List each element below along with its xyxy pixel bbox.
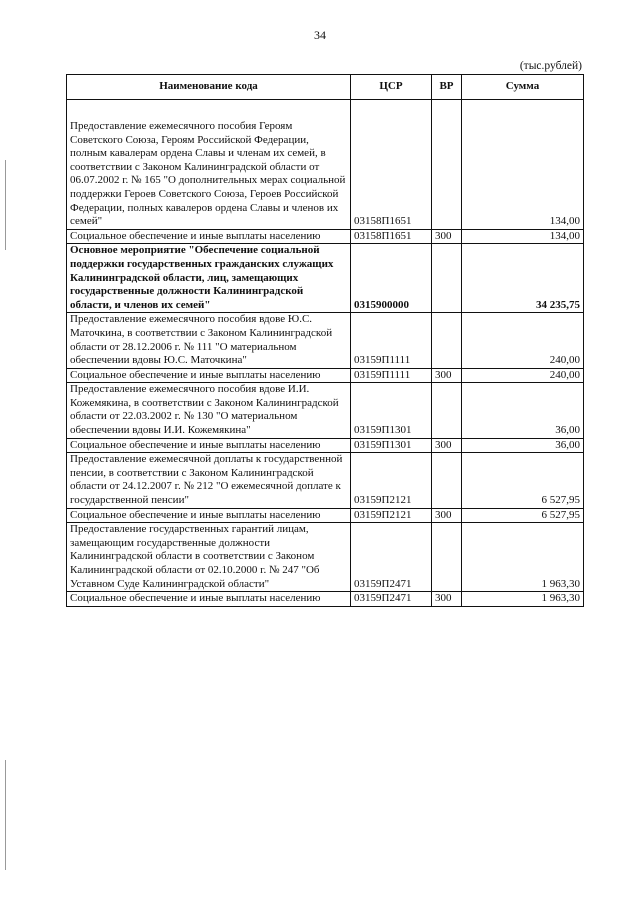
cell-name: Основное мероприятие "Обеспечение социальной поддержки государственных гражданских служащих Калининградской области, лиц, замещающих государственные должности Калининградской области, и членов их семей" [67,244,351,313]
cell-csr: 03158П1651 [351,229,432,244]
table-row [67,383,584,438]
spacer-cell [432,100,462,121]
cell-sum: 36,00 [462,438,584,453]
table-row [67,453,584,508]
table-row [67,592,584,607]
cell-csr: 03159П1111 [351,368,432,383]
cell-vr: 300 [432,508,462,523]
cell-vr [432,244,462,313]
cell-sum: 134,00 [462,120,584,229]
table-row [67,120,584,229]
cell-sum: 134,00 [462,229,584,244]
cell-vr [432,523,462,592]
cell-csr: 03159П2471 [351,592,432,607]
cell-sum: 240,00 [462,313,584,368]
cell-csr: 03158П1651 [351,120,432,229]
header-vr: ВР [432,75,462,100]
cell-name: Предоставление ежемесячного пособия вдове И.И. Кожемякина, в соответствии с Законом Калининградской области от 22.03.2002 г. № 130 "О материальном обеспечении вдовы И.И. Кожемякина" [67,383,351,438]
cell-name: Предоставление ежемесячной доплаты к государственной пенсии, в соответствии с Законом Калининградской области от 24.12.2007 г. № 212 "О ежемесячной доплате к государственной пенсии" [67,453,351,508]
cell-csr: 03159П1301 [351,438,432,453]
table-row [67,508,584,523]
table-row [67,438,584,453]
cell-name: Предоставление ежемесячного пособия вдове Ю.С. Маточкина, в соответствии с Законом Калининградской области от 28.12.2006 г. № 111 "О материальном обеспечении вдовы Ю.С. Маточкина" [67,313,351,368]
table-body [67,100,584,607]
cell-name: Социальное обеспечение и иные выплаты населению [67,229,351,244]
budget-table [66,74,584,607]
cell-csr: 0315900000 [351,244,432,313]
scan-margin-line [5,160,6,250]
cell-vr: 300 [432,592,462,607]
table-row [67,244,584,313]
cell-vr [432,313,462,368]
cell-name: Предоставление ежемесячного пособия Героям Советского Союза, Героям Российской Федерации, полным кавалерам ордена Славы и членам их семей, в соответствии с Законом Калининградской области от 06.07.2002 г. № 165 "О дополнительных мерах социальной поддержки Героев Советского Союза, Героев Российской Федерации, полных кавалеров ордена Славы и членов их семей" [67,120,351,229]
cell-name: Социальное обеспечение и иные выплаты населению [67,368,351,383]
header-sum: Сумма [462,75,584,100]
spacer-row [67,100,584,121]
page-number: 34 [314,28,326,42]
cell-csr: 03159П2121 [351,453,432,508]
cell-csr: 03159П1301 [351,383,432,438]
cell-sum: 6 527,95 [462,453,584,508]
cell-name: Социальное обеспечение и иные выплаты населению [67,592,351,607]
cell-sum: 36,00 [462,383,584,438]
scan-margin-line [5,760,6,870]
table-row [67,313,584,368]
cell-vr: 300 [432,229,462,244]
units-label: (тыс.рублей) [519,60,582,72]
header-csr: ЦСР [351,75,432,100]
table-row [67,368,584,383]
spacer-cell [462,100,584,121]
cell-sum: 1 963,30 [462,523,584,592]
cell-csr: 03159П2471 [351,523,432,592]
spacer-cell [351,100,432,121]
cell-vr: 300 [432,438,462,453]
cell-sum: 240,00 [462,368,584,383]
cell-vr [432,453,462,508]
table-row [67,229,584,244]
cell-vr [432,383,462,438]
cell-vr [432,120,462,229]
cell-vr: 300 [432,368,462,383]
cell-name: Социальное обеспечение и иные выплаты населению [67,438,351,453]
table-row [67,523,584,592]
spacer-cell [67,100,351,121]
cell-name: Предоставление государственных гарантий лицам, замещающим государственные должности Калининградской области в соответствии с Законом Калининградской области от 02.10.2000 г. № 247 "Об Уставном Суде Калининградской области" [67,523,351,592]
header-name: Наименование кода [67,75,351,100]
cell-csr: 03159П2121 [351,508,432,523]
table-header-row [67,75,584,100]
cell-name: Социальное обеспечение и иные выплаты населению [67,508,351,523]
cell-sum: 1 963,30 [462,592,584,607]
cell-csr: 03159П1111 [351,313,432,368]
cell-sum: 6 527,95 [462,508,584,523]
cell-sum: 34 235,75 [462,244,584,313]
